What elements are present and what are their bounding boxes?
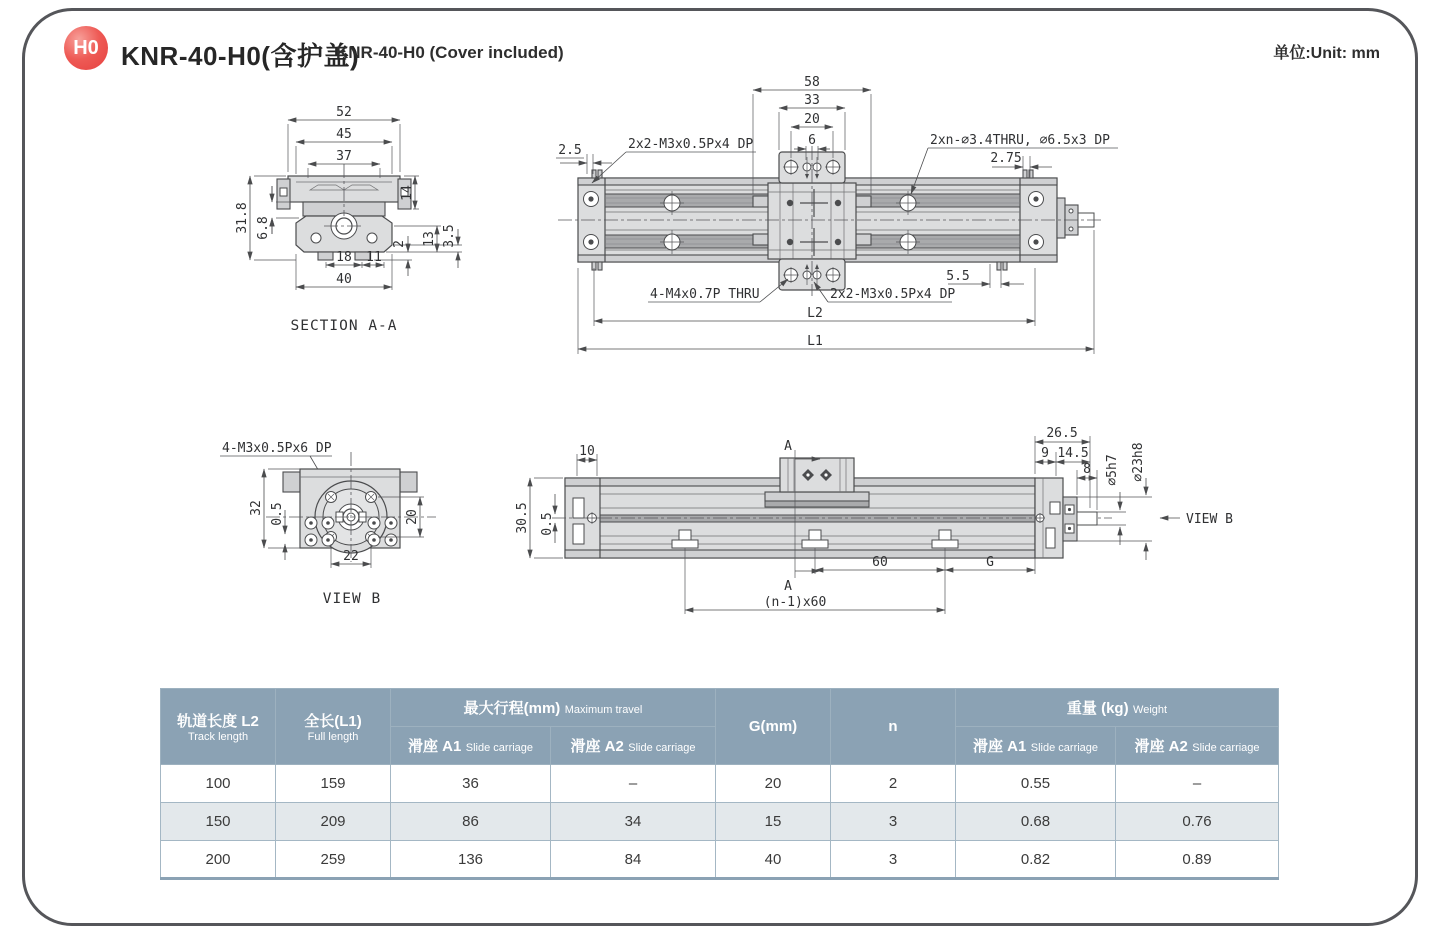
section-aa-label: SECTION A-A [290,318,398,334]
table-cell: 0.68 [956,803,1116,841]
section-a-top: A [784,439,792,454]
dim-2-5: 2.5 [558,143,582,158]
dim-11: 11 [366,250,382,265]
max-travel-zh: 最大行程(mm) [463,700,561,717]
dim-14-5: 14.5 [1057,446,1089,461]
table-cell: 0.89 [1116,841,1279,879]
view-b-reference: VIEW B [1186,512,1233,527]
h0-badge: H0 [64,26,108,70]
dim-L2: L2 [807,306,823,321]
table-cell: 0.55 [956,765,1116,803]
weight-zh: 重量 (kg) [1066,700,1129,717]
col-header-travel-a1: 滑座 A1 Slide carriage [391,727,551,765]
max-travel-en: Maximum travel [564,704,643,716]
full-length-zh: 全长(L1) [304,713,362,730]
callout-top-right: 2xn-∅3.4THRU, ∅6.5x3 DP [930,133,1111,148]
dim-6: 6 [808,133,816,148]
full-length-en: Full length [307,731,359,743]
dim-6-8: 6.8 [256,216,271,240]
section-aa-drawing [235,105,462,334]
page-subtitle: KNR-40-H0 (Cover included) [336,43,564,62]
dim-pitch: (n-1)x60 [763,595,827,610]
n-label: n [888,717,898,735]
dim-30-5: 30.5 [515,502,530,534]
section-a-bottom: A [784,579,792,594]
table-cell: – [1116,765,1279,803]
dim-18: 18 [336,250,352,265]
dim-58: 58 [804,75,820,90]
dim-2: 2 [392,240,407,248]
table-cell: 3 [831,841,956,879]
dim-20-viewb: 20 [405,509,420,525]
top-view-drawing [556,75,1118,354]
dim-0-5-side: 0.5 [540,512,555,536]
table-cell: 159 [276,765,391,803]
table-cell: 200 [161,841,276,879]
table-cell: 20 [716,765,831,803]
table-cell: – [551,765,716,803]
track-length-en: Track length [187,731,249,743]
table-row [161,765,1279,803]
col-header-weight-a2: 滑座 A2 Slide carriage [1116,727,1279,765]
col-header-weight [956,689,1279,727]
dim-G: G [986,555,994,570]
dim-22: 22 [343,549,359,564]
dim-5-5: 5.5 [946,269,970,284]
dim-3-5: 3.5 [442,224,457,248]
col-header-travel-a2: 滑座 A2 Slide carriage [551,727,716,765]
table-cell: 15 [716,803,831,841]
col-header-full-length [276,689,391,765]
view-b-label: VIEW B [322,591,382,607]
dim-33: 33 [804,93,820,108]
dim-L1: L1 [807,334,823,349]
weight-en: Weight [1133,704,1168,716]
dim-13: 13 [422,231,437,247]
table-cell: 209 [276,803,391,841]
dim-10: 10 [579,444,595,459]
col-header-g [716,689,831,765]
dim-37: 37 [336,149,352,164]
table-cell: 2 [831,765,956,803]
callout-top-left: 2x2-M3x0.5Px4 DP [628,137,754,152]
dim-52: 52 [336,105,352,120]
table-cell: 34 [551,803,716,841]
table-row [161,841,1279,879]
spec-table [160,688,1279,880]
table-cell: 150 [161,803,276,841]
dim-45: 45 [336,127,352,142]
dim-8: 8 [1083,462,1091,477]
table-cell: 259 [276,841,391,879]
table-cell: 100 [161,765,276,803]
dim-26-5: 26.5 [1046,426,1078,441]
unit-label: 单位:Unit: mm [1273,45,1380,62]
table-cell: 40 [716,841,831,879]
table-cell: 84 [551,841,716,879]
g-label: G(mm) [748,717,798,735]
dim-32: 32 [249,500,264,516]
callout-bottom-right: 2x2-M3x0.5Px4 DP [830,287,956,302]
table-cell: 0.76 [1116,803,1279,841]
callout-bottom-left: 4-M4x0.7P THRU [650,287,760,302]
view-b-callout: 4-M3x0.5Px6 DP [222,441,332,456]
table-cell: 86 [391,803,551,841]
dim-2-75: 2.75 [990,151,1022,166]
dim-20: 20 [804,112,820,127]
dim-0-5-viewb: 0.5 [270,502,285,526]
dim-14: 14 [400,185,415,201]
dim-40: 40 [336,272,352,287]
dim-dia5h7: ∅5h7 [1105,454,1120,486]
col-header-track-length [161,689,276,765]
view-b-drawing [220,441,436,607]
table-cell: 0.82 [956,841,1116,879]
side-view-drawing [515,426,1233,614]
dim-60: 60 [872,555,888,570]
col-header-max-travel [391,689,716,727]
page-title: KNR-40-H0(含护盖) [121,41,360,71]
col-header-weight-a1: 滑座 A1 Slide carriage [956,727,1116,765]
table-cell: 3 [831,803,956,841]
dim-31-8: 31.8 [235,202,250,234]
table-row [161,803,1279,841]
table-cell: 136 [391,841,551,879]
col-header-n [831,689,956,765]
table-cell: 36 [391,765,551,803]
track-length-zh: 轨道长度 L2 [177,713,259,730]
dim-dia23h8: ∅23h8 [1131,442,1146,482]
dim-9: 9 [1041,446,1049,461]
